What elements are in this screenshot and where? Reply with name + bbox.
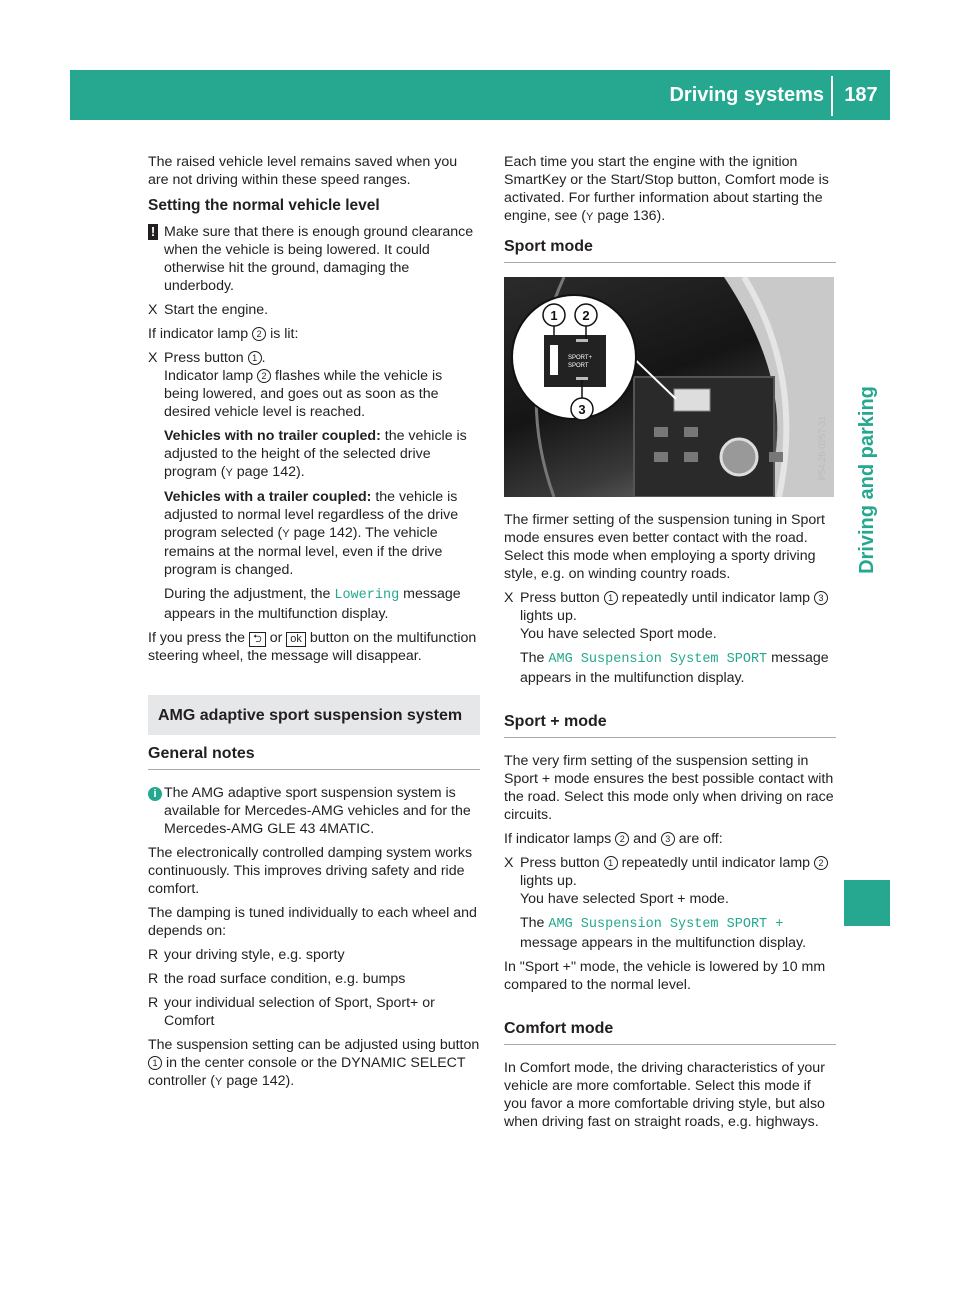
indicator-lamp-3 (576, 377, 588, 380)
condition-lamp-lit: If indicator lamp 2 is lit: (148, 326, 299, 342)
switch-button (684, 427, 698, 437)
bullet-icon: R (148, 971, 159, 987)
bullet-item: R the road surface condition, e.g. bumps (148, 971, 406, 987)
condition-lamps-off: If indicator lamps 2 and 3 are off: (504, 831, 723, 847)
display-message-lowering: Lowering (334, 588, 400, 603)
paragraph-comfort: In Comfort mode, the driving characteristics of your vehicle are more comfortable. Select this mode if you favor a more comfortable driving style, but also when driving fast on straight roads, e.g. highways. (504, 1060, 825, 1130)
callout-1-icon: 1 (248, 351, 262, 365)
detail-button-line-1: SPORT+ (568, 355, 593, 361)
heading-normal-level: Setting the normal vehicle level (148, 197, 380, 214)
info-note: i The AMG adaptive sport suspension system is available for Mercedes-AMG vehicles and for the Mercedes-AMG GLE 43 4MATIC. (148, 784, 480, 838)
right-column (504, 153, 836, 1137)
switch-button (684, 452, 698, 462)
step-press-sport: X Press button 1 repeatedly until indicator lamp 3 lights up. You have selected Sport mode. The AMG Suspension System SPORT message appears in the multifunction display. (504, 590, 829, 686)
dismiss-message-note: If you press the ⮌ or ok button on the multifunction steering wheel, the message will disappear. (148, 630, 477, 664)
paragraph-sport-firmer: The firmer setting of the suspension tuning in Sport mode ensures even better contact with the road. Select this mode when employing a sporty driving style, e.g. on winding country roads. (504, 512, 825, 582)
lowering-message-note: During the adjustment, the Lowering message appears in the multifunction display. (164, 586, 461, 622)
display-message-sport-plus: AMG Suspension System SPORT + (548, 917, 784, 932)
page-ref-arrow-icon: Y (215, 1076, 223, 1088)
header-separator (831, 76, 833, 116)
bullet-item: R your driving style, e.g. sporty (148, 947, 345, 963)
page-ref-arrow-icon: Y (225, 467, 233, 479)
callout-2-icon: 2 (257, 369, 271, 383)
callout-3-icon: 3 (814, 591, 828, 605)
trailer-note: Vehicles with a trailer coupled: the vehicle is adjusted to normal level regardless of the drive program selected (Y page 142). The vehicle remains at the normal level, even if the drive program is changed. (164, 489, 459, 578)
switch-button (769, 452, 783, 462)
image-reference: P54.26-0257-31 (817, 415, 827, 481)
heading-amg-suspension: AMG adaptive sport suspension system (148, 695, 480, 735)
paragraph-comfort-default: Each time you start the engine with the ignition SmartKey or the Start/Stop button, Comfort mode is activated. For further information about starting the engine, see (Y page 136). (504, 154, 829, 224)
display-message-sport: AMG Suspension System SPORT (548, 652, 768, 667)
step-arrow-icon: X (504, 855, 514, 871)
no-trailer-note: Vehicles with no trailer coupled: the vehicle is adjusted to the height of the selected drive program (Y page 142). (164, 428, 467, 480)
step-press-button: X Press button 1 . Indicator lamp 2 flashes while the vehicle is being lowered, and goes out as soon as the desired vehicle level is reached. Vehicles with no trailer coupled: the vehicle is adjusted to the height of the selected drive program (Y page 142). Vehicles with a trailer coupled: the vehicle is adjusted to normal level regardless of the drive program selected (Y page 142). The vehicle remains at the normal level, even if the drive program is changed. During the adjustment, the Lowering message appears in the multifunction display. (148, 349, 480, 623)
callout-label-1: 1 (550, 308, 558, 323)
page-ref-arrow-icon: Y (282, 528, 290, 540)
warning-icon: ! (148, 224, 158, 240)
back-key-icon: ⮌ (249, 632, 266, 647)
callout-2-icon: 2 (615, 832, 629, 846)
callout-2-icon: 2 (252, 327, 266, 341)
callout-1-icon: 1 (148, 1056, 162, 1070)
indicator-lamp-2 (576, 339, 588, 342)
warning-note (148, 223, 480, 295)
step-start-engine: X Start the engine. (148, 302, 269, 318)
info-icon: i (148, 787, 162, 801)
sport-button-small (674, 389, 710, 411)
warning-text: Make sure that there is enough ground clearance when the vehicle is being lowered. It could otherwise hit the ground, damaging the underbody. (164, 224, 474, 294)
heading-sport-plus-mode: Sport + mode (504, 713, 836, 738)
callout-label-2: 2 (582, 308, 590, 323)
paragraph-lowered: In "Sport +" mode, the vehicle is lowered by 10 mm compared to the normal level. (504, 959, 826, 993)
step-arrow-icon: X (504, 590, 514, 606)
center-console-illustration (504, 277, 834, 497)
bullet-item: R your individual selection of Sport, Sport+ or Comfort (148, 995, 435, 1029)
callout-3-icon: 3 (661, 832, 675, 846)
paragraph-saved-level: The raised vehicle level remains saved when you are not driving within these speed ranges. (148, 154, 458, 188)
paragraph-damping-tuned: The damping is tuned individually to each wheel and depends on: (148, 905, 477, 939)
callout-1-icon: 1 (604, 591, 618, 605)
paragraph-adjust-setting: The suspension setting can be adjusted using button 1 in the center console or the DYNAMIC SELECT controller (Y page 142). (148, 1037, 480, 1089)
side-tab-marker (844, 880, 890, 926)
bullet-icon: R (148, 995, 159, 1011)
side-tab-label: Driving and parking (856, 386, 878, 574)
step-arrow-icon: X (148, 350, 158, 366)
chapter-title: Driving systems (669, 84, 824, 106)
left-column (148, 153, 480, 1097)
paragraph-electronic-damping: The electronically controlled damping system works continuously. This improves driving safety and ride comfort. (148, 845, 473, 897)
center-console-photo (504, 277, 834, 497)
bullet-icon: R (148, 947, 159, 963)
detail-button-line-2: SPORT (568, 363, 589, 369)
callout-2-icon: 2 (814, 856, 828, 870)
step-arrow-icon: X (148, 302, 158, 318)
controller-knob (721, 439, 757, 475)
paragraph-very-firm: The very firm setting of the suspension setting in Sport + mode ensures the best possible contact with the road. Select this mode only when driving on race circuits. (504, 753, 834, 823)
callout-label-3: 3 (578, 402, 586, 417)
ok-key-icon: ok (286, 632, 306, 647)
switch-button (654, 452, 668, 462)
heading-sport-mode: Sport mode (504, 238, 836, 263)
heading-general-notes: General notes (148, 745, 480, 770)
side-tab (844, 300, 890, 660)
page-number: 187 (844, 84, 878, 106)
switch-button (654, 427, 668, 437)
page-ref-arrow-icon: Y (586, 211, 594, 223)
step-press-sport-plus: X Press button 1 repeatedly until indicator lamp 2 lights up. You have selected Sport + mode. The AMG Suspension System SPORT + message appears in the multifunction display. (504, 854, 836, 952)
detail-indicator-slot (550, 345, 558, 375)
heading-comfort-mode: Comfort mode (504, 1020, 836, 1045)
callout-1-icon: 1 (604, 856, 618, 870)
